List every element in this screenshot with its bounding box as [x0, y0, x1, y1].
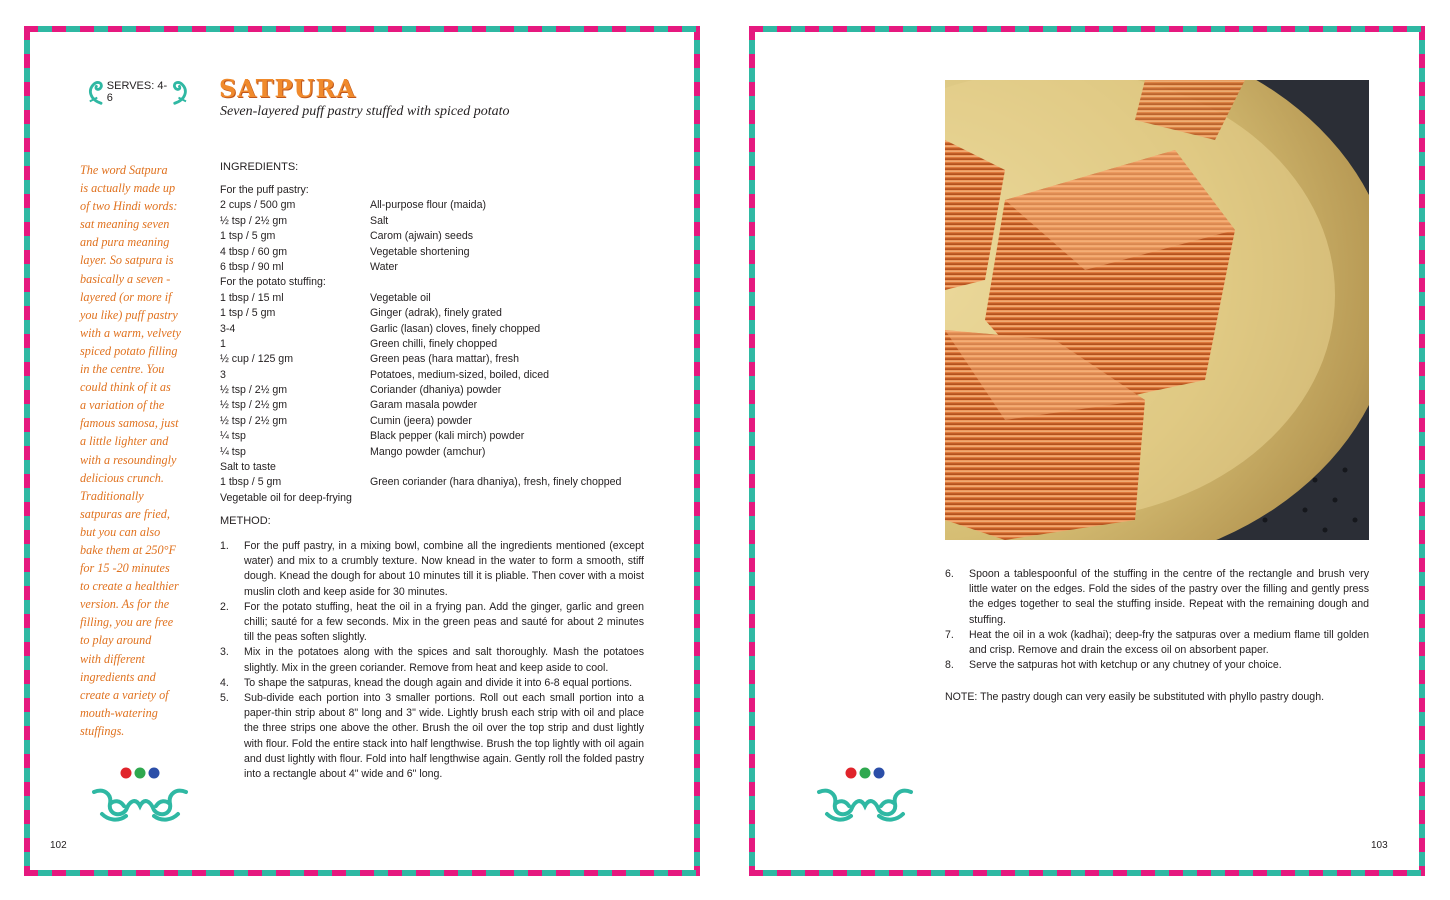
method-step	[945, 628, 1369, 658]
ingredient-row	[220, 475, 640, 490]
ingredient-item: Potatoes, medium-sized, boiled, diced	[370, 368, 550, 381]
sidebar-line: mouth-watering	[80, 705, 158, 720]
ingredient-item: Ginger (adrak), finely grated	[370, 307, 502, 320]
ingredient-quantity: ¼ tsp	[220, 430, 246, 443]
step-text: Serve the satpuras hot with ketchup or any chutney of your choice.	[969, 659, 1282, 672]
ingredient-item: Mango powder (amchur)	[370, 445, 486, 458]
ingredient-item: Garlic (lasan) cloves, finely chopped	[370, 322, 541, 335]
ingredient-row	[220, 337, 640, 352]
ingredient-item: Vegetable shortening	[370, 245, 470, 258]
ingredient-row	[220, 383, 640, 398]
sidebar-line: ingredients and	[80, 669, 156, 684]
ingredient-quantity: 1 tsp / 5 gm	[220, 307, 276, 320]
sidebar-line: but you can also	[80, 524, 161, 539]
sidebar-line: in the centre. You	[80, 362, 165, 377]
ingredient-item: Green chilli, finely chopped	[370, 337, 498, 350]
ingredient-quantity: Vegetable oil for deep-frying	[220, 491, 352, 504]
ingredient-row	[220, 460, 640, 475]
method-step	[220, 645, 644, 675]
ingredient-quantity: ½ cup / 125 gm	[220, 353, 294, 366]
right-page	[749, 26, 1425, 876]
ingredient-item: Green peas (hara mattar), fresh	[370, 353, 519, 366]
left-page	[24, 26, 700, 876]
sidebar-line: layer. So satpura is	[80, 253, 174, 268]
ingredient-item: Garam masala powder	[370, 399, 478, 412]
ingredient-quantity: ¼ tsp	[220, 445, 246, 458]
ingredient-quantity: 4 tbsp / 60 gm	[220, 245, 288, 258]
step-text: For the puff pastry, in a mixing bowl, combine all the ingredients mentioned (except water) and mix to a crumbly texture. Now knead in the water to form a smooth, stiff dough. Knead the dough for about 10 minutes till it is pliable. Then cover with a moist muslin cloth and keep aside for 30 minutes.	[244, 540, 644, 598]
ingredient-quantity: 1 tbsp / 15 ml	[220, 291, 284, 304]
ingredient-item: All-purpose flour (maida)	[370, 199, 486, 212]
method-heading: METHOD:	[220, 515, 271, 527]
sidebar-line: stuffings.	[80, 723, 125, 738]
ingredient-quantity: 3-4	[220, 322, 236, 335]
ingredient-item: Coriander (dhaniya) powder	[370, 384, 502, 397]
ingredient-quantity: ½ tsp / 2½ gm	[220, 214, 288, 227]
method-step	[220, 676, 644, 691]
method-step	[220, 539, 644, 600]
ingredient-row	[220, 429, 640, 444]
recipe-title: SATPURA	[219, 74, 357, 103]
step-number: 6.	[945, 568, 954, 580]
ingredient-item: Carom (ajwain) seeds	[370, 230, 474, 243]
ingredient-quantity: 1	[220, 337, 226, 350]
step-number: 3.	[220, 646, 229, 659]
ingredient-item: Green coriander (hara dhaniya), fresh, finely chopped	[370, 476, 622, 489]
sidebar-line: spiced potato filling	[80, 343, 178, 358]
ingredient-quantity: ½ tsp / 2½ gm	[220, 399, 288, 412]
sidebar-line: a variation of the	[80, 398, 165, 413]
ingredient-row	[220, 414, 640, 429]
step-number: 4.	[220, 676, 229, 689]
ingredient-row	[220, 306, 640, 321]
method-step	[220, 600, 644, 646]
sidebar-line: The word Satpura	[80, 163, 168, 177]
step-number: 8.	[945, 659, 954, 672]
swirl-ornament-left-icon	[86, 78, 105, 106]
step-text: Mix in the potatoes along with the spices and salt thoroughly. Mash the potatoes slightly. Mix in the green coriander. Remove from heat and keep aside to cool.	[244, 646, 644, 674]
recipe-note: NOTE: The pastry dough can very easily be substituted with phyllo pastry dough.	[945, 691, 1325, 703]
sidebar-line: version. As for the	[80, 597, 170, 612]
step-text: For the potato stuffing, heat the oil in a frying pan. Add the ginger, garlic and green chilli; sauté for a few seconds. Mix in the green peas and sauté for about 2 minutes till the peas soften slightly.	[244, 600, 644, 644]
sidebar-line: create a variety of	[80, 687, 169, 702]
ingredient-quantity: 2 cups / 500 gm	[220, 199, 296, 212]
ingredient-row	[220, 245, 640, 260]
method-step	[945, 567, 1369, 628]
step-number: 1.	[220, 540, 229, 552]
method-steps-left	[220, 539, 644, 782]
step-text: Spoon a tablespoonful of the stuffing in the centre of the rectangle and brush very little water on the edges. Fold the sides of the pastry over the filling and gently press the edges together to seal the stuffing inside. Repeat with the remaining dough and stuffing.	[969, 568, 1369, 626]
ingredient-quantity: For the puff pastry:	[220, 184, 309, 196]
sidebar-line: a little lighter and	[80, 434, 169, 449]
method-steps-right	[945, 567, 1369, 673]
intro-sidebar	[80, 161, 198, 740]
step-number: 2.	[220, 600, 229, 613]
step-number: 5.	[220, 692, 229, 705]
ingredient-quantity: Salt to taste	[220, 461, 276, 474]
ingredient-item: Vegetable oil	[370, 291, 431, 304]
sidebar-line: Traditionally	[80, 488, 144, 503]
sidebar-line: with a resoundingly	[80, 452, 177, 467]
ingredient-row	[220, 368, 640, 383]
recipe-subtitle: Seven-layered puff pastry stuffed with spiced potato	[220, 104, 510, 119]
sidebar-line: filling, you are free	[80, 615, 174, 630]
sidebar-line: is actually made up	[80, 181, 176, 196]
swirl-ornament-right-icon	[171, 78, 190, 106]
page-number-right: 103	[1371, 840, 1388, 851]
ingredient-row	[220, 198, 640, 213]
dots-flourish-ornament-icon	[90, 766, 190, 826]
ingredient-row	[220, 491, 640, 506]
ingredient-row	[220, 291, 640, 306]
step-text: To shape the satpuras, knead the dough again and divide it into 6-8 equal portions.	[244, 676, 633, 689]
serves-label: SERVES: 4-6	[106, 80, 168, 104]
sidebar-line: famous samosa, just	[80, 416, 179, 431]
sidebar-line: you like) puff pastry	[80, 307, 178, 322]
sidebar-line: bake them at 250°F	[80, 542, 176, 557]
ingredient-quantity: 3	[220, 368, 226, 381]
ingredient-item: Black pepper (kali mirch) powder	[370, 430, 525, 443]
serves-badge	[86, 76, 190, 108]
dots-flourish-ornament-icon	[815, 766, 915, 826]
method-step	[220, 691, 644, 782]
ingredient-item: Salt	[370, 214, 389, 227]
step-text: Heat the oil in a wok (kadhai); deep-fry the satpuras over a medium flame till golden and crisp. Remove and drain the excess oil on absorbent paper.	[969, 628, 1369, 657]
ingredient-quantity: ½ tsp / 2½ gm	[220, 384, 288, 397]
ingredients-heading: INGREDIENTS:	[220, 161, 299, 173]
sidebar-line: and pura meaning	[80, 235, 170, 250]
ingredients-list	[220, 183, 640, 506]
page-number-left: 102	[50, 840, 67, 851]
method-step	[945, 658, 1369, 673]
sidebar-line: delicious crunch.	[80, 470, 164, 485]
sidebar-line: satpuras are fried,	[80, 506, 170, 521]
satpura-photo	[945, 80, 1369, 540]
sidebar-line: with a warm, velvety	[80, 325, 181, 340]
ingredient-row	[220, 229, 640, 244]
sidebar-line: sat meaning seven	[80, 217, 170, 232]
ingredient-row	[220, 398, 640, 413]
ingredient-row	[220, 260, 640, 275]
ingredient-row	[220, 445, 640, 460]
sidebar-line: basically a seven -	[80, 271, 171, 286]
ingredient-row	[220, 352, 640, 367]
step-text: Sub-divide each portion into 3 smaller portions. Roll out each small portion into a paper-thin strip about 8" long and 3" wide. Lightly brush each strip with oil and place the three strips one above the other. Brush the oil over the top strip and dust lightly with flour. Fold the entire stack into half lengthwise. Brush the top lightly with oil again and dust lightly with flour. Fold into half lengthwise again. Gently roll the folded pastry into a rectangle about 4" wide and 6" long.	[244, 692, 644, 781]
sidebar-line: of two Hindi words:	[80, 199, 178, 214]
step-number: 7.	[945, 628, 954, 641]
sidebar-line: for 15 -20 minutes	[80, 561, 170, 576]
ingredient-row	[220, 214, 640, 229]
ingredient-item: Water	[370, 260, 398, 273]
ingredient-quantity: 6 tbsp / 90 ml	[220, 260, 284, 273]
ingredient-row	[220, 183, 640, 198]
ingredient-quantity: ½ tsp / 2½ gm	[220, 414, 288, 427]
ingredient-quantity: 1 tsp / 5 gm	[220, 230, 276, 243]
ingredient-quantity: 1 tbsp / 5 gm	[220, 476, 282, 489]
sidebar-line: could think of it as	[80, 380, 171, 395]
ingredient-row	[220, 275, 640, 290]
ingredient-item: Cumin (jeera) powder	[370, 414, 472, 427]
ingredient-row	[220, 322, 640, 337]
ingredient-quantity: For the potato stuffing:	[220, 276, 326, 289]
sidebar-line: with different	[80, 651, 145, 666]
sidebar-line: to create a healthier	[80, 579, 179, 594]
sidebar-line: layered (or more if	[80, 289, 172, 304]
sidebar-line: to play around	[80, 633, 152, 648]
